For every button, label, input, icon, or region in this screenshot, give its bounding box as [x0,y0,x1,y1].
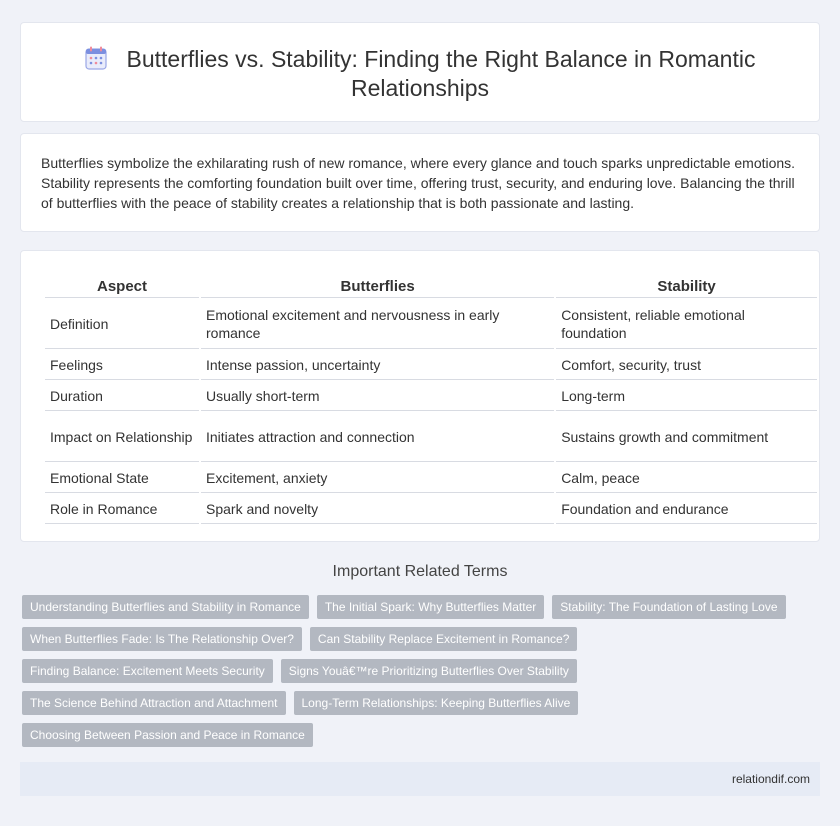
related-terms-heading: Important Related Terms [332,563,508,580]
related-term-tag[interactable]: The Science Behind Attraction and Attachment [22,691,286,715]
footer-site-link[interactable]: relationdif.com [731,772,810,786]
table-row [45,495,817,524]
table-cell: Intense passion, uncertainty [201,351,554,380]
table-cell: Long-term [556,382,817,411]
footer [20,762,820,796]
related-term-tag[interactable]: Finding Balance: Excitement Meets Security [22,659,273,683]
column-header-butterflies: Butterflies [201,275,554,298]
table-cell: Emotional State [45,464,199,493]
table-cell: Role in Romance [45,495,199,524]
page-title-wrap [21,45,819,103]
table-cell: Duration [45,382,199,411]
table-header-row [45,275,817,298]
calendar-icon [85,46,107,70]
header-card [20,22,820,122]
table-cell: Usually short-term [201,382,554,411]
table-cell: Spark and novelty [201,495,554,524]
table-cell: Feelings [45,351,199,380]
table-cell: Consistent, reliable emotional foundation [556,300,817,349]
related-term-tag[interactable]: The Initial Spark: Why Butterflies Matter [317,595,544,619]
related-term-tag[interactable]: Stability: The Foundation of Lasting Love [552,595,785,619]
page-title: Butterflies vs. Stability: Finding the Right Balance in Romantic Relationships [126,46,756,101]
table-row [45,413,817,462]
table-cell: Initiates attraction and connection [201,413,554,462]
table-row [45,464,817,493]
table-cell: Emotional excitement and nervousness in early romance [201,300,554,349]
table-row [45,382,817,411]
table-row [45,300,817,349]
table-cell: Calm, peace [556,464,817,493]
comparison-table [43,273,819,526]
intro-paragraph: Butterflies symbolize the exhilarating rush of new romance, where every glance and touch sparks unpredictable emotions. Stability represents the comforting foundation built over time, offering trust, security, and enduring love. Balancing the thrill of butterflies with the peace of stability creates a relationship that is both passionate and lasting. [41,155,796,211]
column-header-stability: Stability [556,275,817,298]
table-row [45,351,817,380]
table-cell: Comfort, security, trust [556,351,817,380]
table-cell: Foundation and endurance [556,495,817,524]
table-cell: Impact on Relationship [45,413,199,462]
related-term-tag[interactable]: Long-Term Relationships: Keeping Butterflies Alive [294,691,579,715]
related-term-tag[interactable]: Can Stability Replace Excitement in Romance? [310,627,577,651]
related-term-tag[interactable]: Signs Youâ€™re Prioritizing Butterflies Over Stability [281,659,577,683]
comparison-table-card [20,250,820,542]
table-cell: Definition [45,300,199,349]
related-term-tag[interactable]: When Butterflies Fade: Is The Relationship Over? [22,627,302,651]
intro-card [20,133,820,232]
related-term-tag[interactable]: Understanding Butterflies and Stability in Romance [22,595,309,619]
related-term-tag[interactable]: Choosing Between Passion and Peace in Romance [22,723,313,747]
table-cell: Excitement, anxiety [201,464,554,493]
table-cell: Sustains growth and commitment [556,413,817,462]
related-terms-list [22,595,812,755]
column-header-aspect: Aspect [45,275,199,298]
